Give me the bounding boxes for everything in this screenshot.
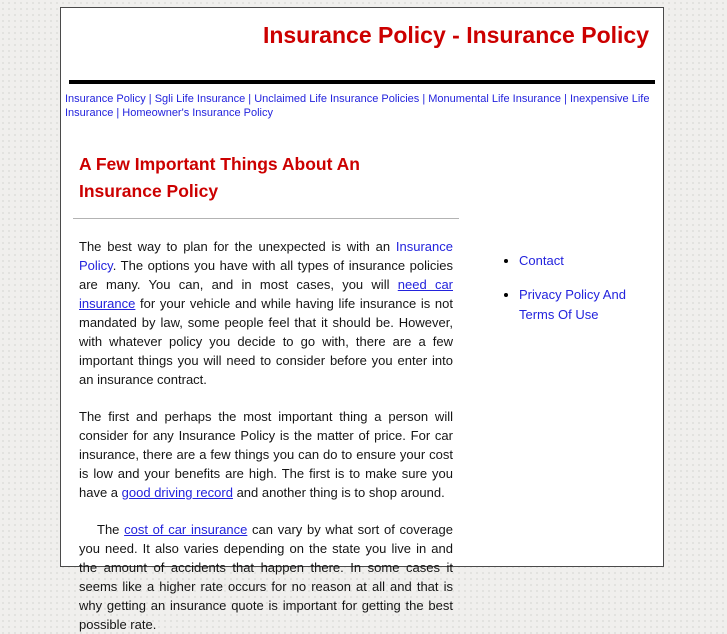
- inline-link[interactable]: need car insurance: [79, 277, 453, 311]
- site-title: Insurance Policy - Insurance Policy: [262, 22, 649, 48]
- site-container: [60, 7, 664, 632]
- nav-link-2[interactable]: Unclaimed Life Insurance Policies: [254, 93, 420, 105]
- nav-link-1[interactable]: Sgli Life Insurance: [154, 93, 246, 105]
- article-heading: A Few Important Things About An Insurance Policy: [79, 154, 360, 201]
- main-column: [79, 151, 453, 634]
- sidebar-link-1[interactable]: Privacy Policy And Terms Of Use: [519, 287, 626, 322]
- heading-divider: [73, 218, 459, 219]
- top-nav: Insurance Policy | Sgli Life Insurance | Unclaimed Life Insurance Policies | Monumental Life Insurance | Inexpensive Life Insurance | Homeowner's Insurance Policy: [65, 93, 650, 119]
- sidebar-item: [519, 285, 649, 325]
- paragraph-3: The cost of car insurance can vary by what sort of coverage you need. It also varies depending on the state you live in and the amount of accidents that happen there. In some cases it seems like a higher rate occurs for no reason at all and that is why getting an insurance quote is important for getting the best possible rate.: [79, 522, 453, 632]
- sidebar: [505, 151, 649, 634]
- nav-link-3[interactable]: Monumental Life Insurance: [428, 93, 561, 105]
- content-area: [61, 151, 663, 634]
- paragraph-2: The first and perhaps the most important thing a person will consider for any Insurance Policy is the matter of price. For car insurance, there are a few things you can do to ensure your cost is low and your benefits are high. The first is to make sure you have a good driving record and another thing is to shop around.: [79, 409, 453, 500]
- site-header: [61, 22, 663, 49]
- nav-link-0[interactable]: Insurance Policy: [65, 93, 146, 105]
- article-body: [79, 237, 453, 634]
- nav-link-4[interactable]: Inexpensive Life Insurance: [65, 93, 650, 119]
- sidebar-link-0[interactable]: Contact: [519, 253, 564, 268]
- sidebar-item: [519, 251, 649, 271]
- nav-link-5[interactable]: Homeowner's Insurance Policy: [122, 107, 273, 119]
- sidebar-list: [505, 251, 649, 325]
- inline-link[interactable]: cost of car insurance: [124, 522, 248, 537]
- inline-link[interactable]: Insurance Policy: [79, 239, 453, 273]
- header-divider: [69, 80, 655, 84]
- paragraph-1: The best way to plan for the unexpected is with an Insurance Policy. The options you have with all types of insurance policies are many. You can, and in most cases, you will need car insurance for your vehicle and while having life insurance is not mandated by law, some people feel that it should be. However, with whatever policy you decide to go with, there are a few important things you will need to consider before you enter into an insurance contract.: [79, 239, 453, 387]
- inline-link[interactable]: good driving record: [121, 485, 233, 500]
